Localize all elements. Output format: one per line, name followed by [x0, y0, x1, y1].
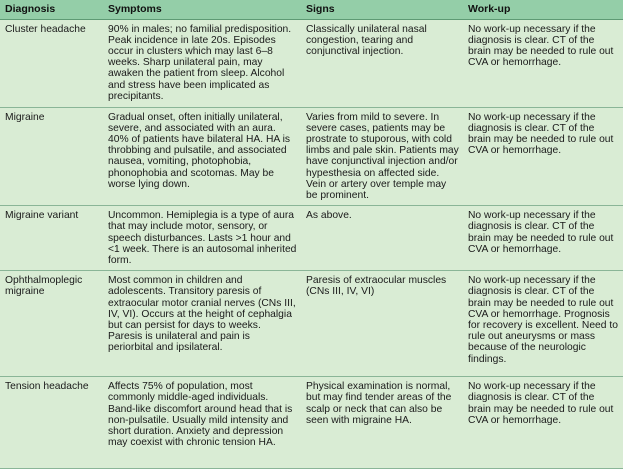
symptoms-cell: Uncommon. Hemiplegia is a type of aura that may include motor, sensory, or speech disturbances. Lasts >1 hour and <1 week. There is an autosomal inherited form. [103, 206, 301, 271]
table-row [0, 377, 623, 469]
header-workup: Work-up [463, 0, 623, 19]
diagnosis-cell: Ophthalmoplegic migraine [0, 271, 103, 377]
signs-cell: As above. [301, 206, 463, 271]
workup-cell: No work-up necessary if the diagnosis is clear. CT of the brain may be needed to rule out CVA or hemorrhage. [463, 19, 623, 107]
signs-cell: Classically unilateral nasal congestion, tearing and conjunctival injection. [301, 19, 463, 107]
table-row [0, 107, 623, 206]
header-row [0, 0, 623, 19]
symptoms-cell: Most common in children and adolescents. Transitory paresis of extraocular motor cranial nerves (CNs III, IV, VI). Occurs at the height of cephalgia but can persist for days to weeks. Paresis is unilateral and pain is periorbital and ipsilateral. [103, 271, 301, 377]
header-signs: Signs [301, 0, 463, 19]
workup-cell: No work-up necessary if the diagnosis is clear. CT of the brain may be needed to rule out CVA or hemorrhage. [463, 206, 623, 271]
workup-cell: No work-up necessary if the diagnosis is clear. CT of the brain may be needed to rule out CVA or hemorrhage. [463, 377, 623, 469]
header-symptoms: Symptoms [103, 0, 301, 19]
workup-cell: No work-up necessary if the diagnosis is clear. CT of the brain may be needed to rule out CVA or hemorrhage. Prognosis for recovery is excellent. Need to rule out aneurysms or mass because of the neurologic findings. [463, 271, 623, 377]
diagnosis-cell: Migraine variant [0, 206, 103, 271]
workup-cell: No work-up necessary if the diagnosis is clear. CT of the brain may be needed to rule out CVA or hemorrhage. [463, 107, 623, 206]
header-diagnosis: Diagnosis [0, 0, 103, 19]
symptoms-cell: Gradual onset, often initially unilateral, severe, and associated with an aura. 40% of patients have bilateral HA. HA is throbbing and pulsatile, and associated nausea, vomiting, photophobia, phonophobia and scotomas. May be worse lying down. [103, 107, 301, 206]
table-row [0, 19, 623, 107]
table-row [0, 271, 623, 377]
signs-cell: Varies from mild to severe. In severe cases, patients may be prostrate to stuporous, with cold limbs and pale skin. Patients may have conjunctival injection and/or hypesthesia on affected side. Vein or artery over temple may be prominent. [301, 107, 463, 206]
signs-cell: Physical examination is normal, but may find tender areas of the scalp or neck that can also be seen with migraine HA. [301, 377, 463, 469]
diagnosis-cell: Tension headache [0, 377, 103, 469]
symptoms-cell: 90% in males; no familial predisposition. Peak incidence in late 20s. Episodes occur in clusters which may last 6–8 weeks. Sharp unilateral pain, may awaken the patient from sleep. Alcohol and stress have been implicated as precipitants. [103, 19, 301, 107]
signs-cell: Paresis of extraocular muscles (CNs III, IV, VI) [301, 271, 463, 377]
table-row [0, 206, 623, 271]
diagnosis-cell: Cluster headache [0, 19, 103, 107]
symptoms-cell: Affects 75% of population, most commonly middle-aged individuals. Band-like discomfort around head that is non-pulsatile. Usually mild intensity and short duration. Anxiety and depression may coexist with chronic tension HA. [103, 377, 301, 469]
diagnosis-cell: Migraine [0, 107, 103, 206]
